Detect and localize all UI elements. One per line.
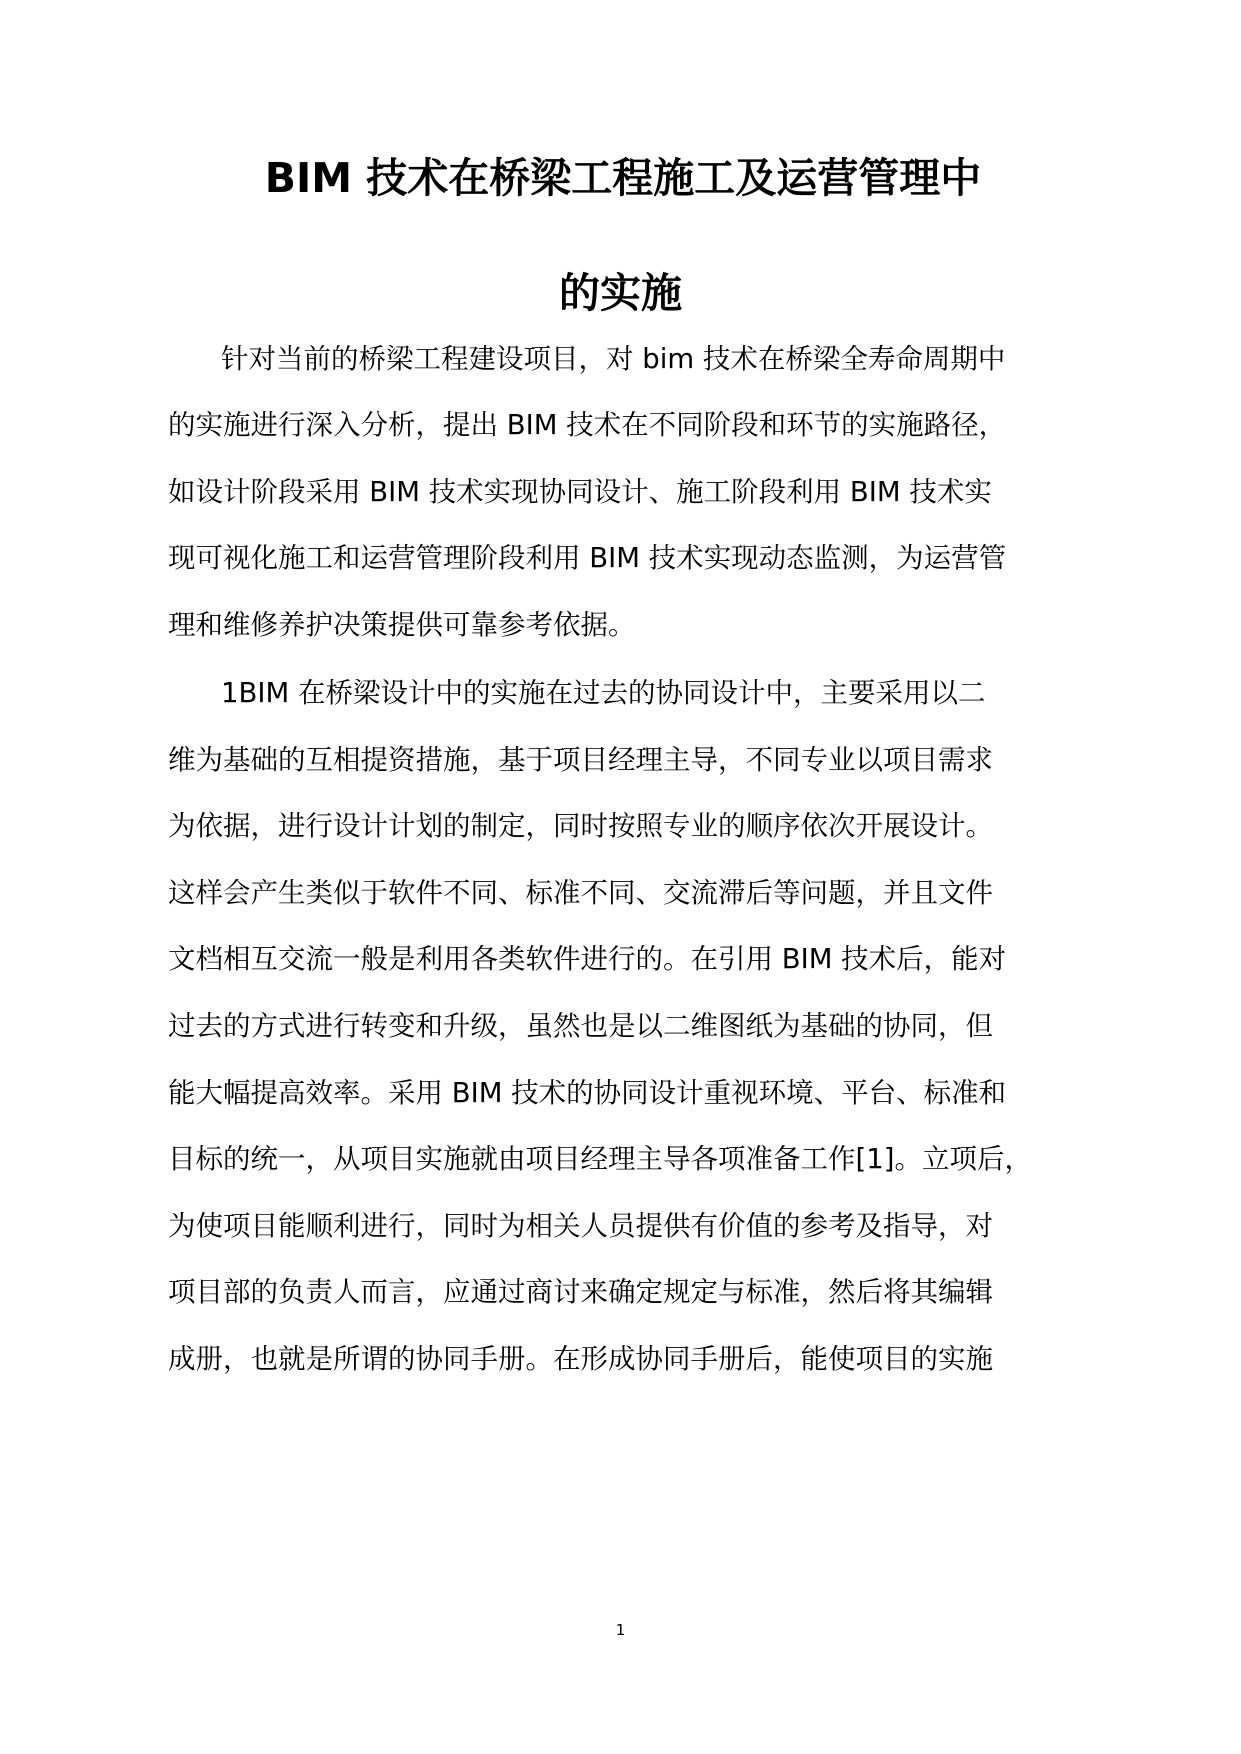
- text-line: 如设计阶段采用 BIM 技术实现协同设计、施工阶段利用 BIM 技术实: [168, 476, 992, 508]
- text-line: 现可视化施工和运营管理阶段利用 BIM 技术实现动态监测，为运营管: [168, 542, 1007, 574]
- page-number: 1: [615, 1621, 626, 1639]
- text-line: 维为基础的互相提资措施，基于项目经理主导，不同专业以项目需求: [168, 744, 993, 776]
- document-title-line-2: 的实施: [559, 269, 682, 317]
- text-line: 针对当前的桥梁工程建设项目，对 bim 技术在桥梁全寿命周期中: [221, 343, 1006, 375]
- text-line: 目标的统一，从项目实施就由项目经理主导各项准备工作[1]。立项后，: [168, 1143, 1032, 1175]
- text-line: 1BIM 在桥梁设计中的实施在过去的协同设计中，主要采用以二: [221, 677, 986, 709]
- text-line: 项目部的负责人而言，应通过商讨来确定规定与标准，然后将其编辑: [168, 1276, 993, 1308]
- document-title-line-1: BIM 技术在桥梁工程施工及运营管理中: [264, 154, 982, 202]
- text-line: 文档相互交流一般是利用各类软件进行的。在引用 BIM 技术后，能对: [168, 943, 1007, 975]
- text-line: 理和维修养护决策提供可靠参考依据。: [168, 609, 636, 641]
- text-line: 为依据，进行设计计划的制定，同时按照专业的顺序依次开展设计。: [168, 810, 993, 842]
- text-line: 过去的方式进行转变和升级，虽然也是以二维图纸为基础的协同，但: [168, 1010, 993, 1042]
- text-line: 能大幅提高效率。采用 BIM 技术的协同设计重视环境、平台、标准和: [168, 1077, 1007, 1109]
- text-line: 的实施进行深入分析，提出 BIM 技术在不同阶段和环节的实施路径，: [168, 409, 1007, 441]
- text-line: 为使项目能顺利进行，同时为相关人员提供有价值的参考及指导，对: [168, 1210, 993, 1242]
- text-line: 这样会产生类似于软件不同、标准不同、交流滞后等问题，并且文件: [168, 877, 993, 909]
- text-line: 成册，也就是所谓的协同手册。在形成协同手册后，能使项目的实施: [168, 1343, 993, 1375]
